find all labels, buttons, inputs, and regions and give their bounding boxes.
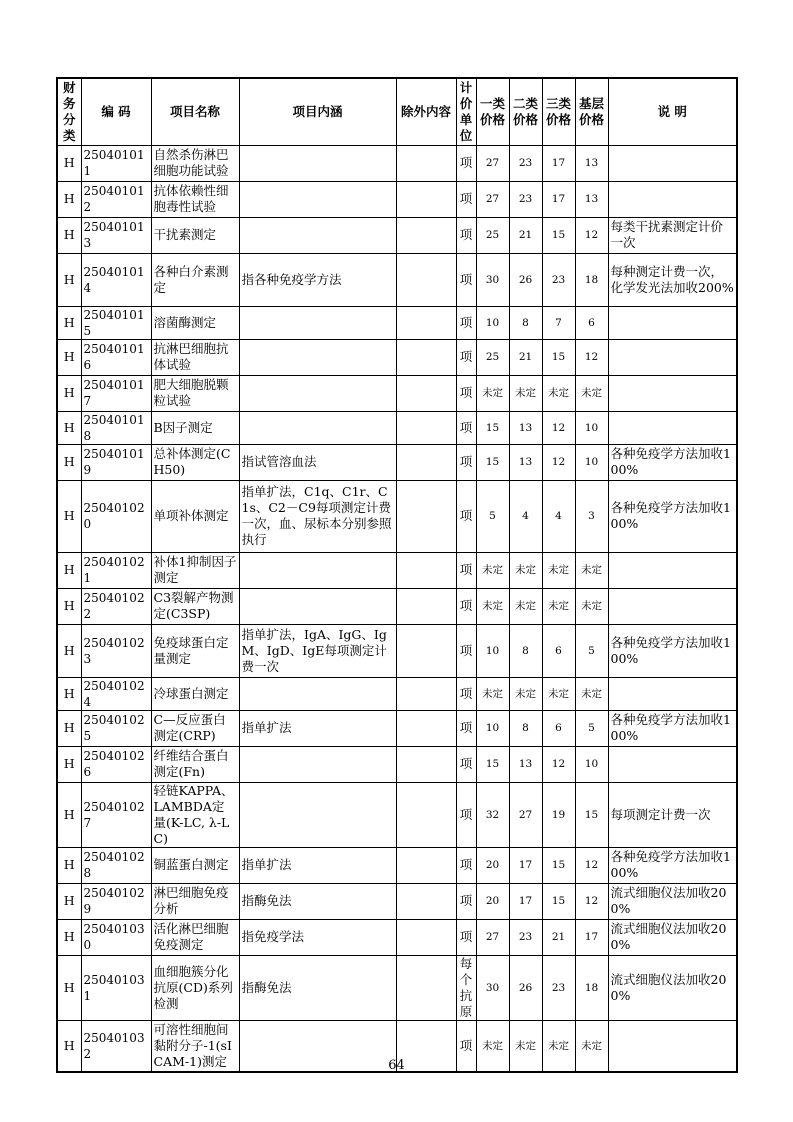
note-cell (608, 588, 737, 624)
table-row (57, 883, 737, 919)
price2-cell: 23 (509, 181, 542, 217)
price-table-container (56, 77, 736, 1073)
note-cell: 各种免疫学方法加收100% (608, 480, 737, 552)
page-number: 64 (388, 1058, 405, 1073)
table-row (57, 588, 737, 624)
item-name-cell: 活化淋巴细胞免疫测定 (151, 919, 239, 955)
note-cell (608, 411, 737, 444)
price-base-cell: 13 (575, 181, 608, 217)
header-category: 财务分类 (57, 78, 81, 145)
exclude-cell (396, 253, 456, 306)
content-cell (239, 677, 396, 710)
unit-cell: 项 (456, 746, 476, 782)
category-cell: H (57, 710, 81, 746)
exclude-cell (396, 588, 456, 624)
category-cell: H (57, 444, 81, 480)
code-cell: 250401012 (81, 181, 151, 217)
item-name-cell: 抗体依赖性细胞毒性试验 (151, 181, 239, 217)
price3-cell: 6 (542, 624, 575, 677)
code-cell: 250401032 (81, 1020, 151, 1072)
content-cell (239, 411, 396, 444)
price3-cell: 17 (542, 145, 575, 181)
price3-cell: 6 (542, 710, 575, 746)
table-row (57, 552, 737, 588)
unit-cell: 项 (456, 217, 476, 253)
note-cell (608, 677, 737, 710)
price-table (56, 77, 738, 1073)
price3-cell: 未定 (542, 552, 575, 588)
unit-cell: 项 (456, 624, 476, 677)
code-cell: 250401021 (81, 552, 151, 588)
code-cell: 250401025 (81, 710, 151, 746)
category-cell: H (57, 624, 81, 677)
item-name-cell: C—反应蛋白测定(CRP) (151, 710, 239, 746)
price1-cell: 25 (476, 339, 509, 375)
note-cell: 每种测定计费一次，化学发光法加收200% (608, 253, 737, 306)
content-cell (239, 145, 396, 181)
exclude-cell (396, 883, 456, 919)
category-cell: H (57, 677, 81, 710)
price-base-cell: 5 (575, 624, 608, 677)
item-name-cell: 各种白介素测定 (151, 253, 239, 306)
item-name-cell: 肥大细胞脱颗粒试验 (151, 375, 239, 411)
price2-cell: 未定 (509, 375, 542, 411)
price3-cell: 17 (542, 181, 575, 217)
unit-cell: 项 (456, 552, 476, 588)
header-price1: 一类价格 (476, 78, 509, 145)
price3-cell: 19 (542, 782, 575, 847)
table-row (57, 339, 737, 375)
table-row (57, 624, 737, 677)
price2-cell: 23 (509, 145, 542, 181)
price3-cell: 12 (542, 444, 575, 480)
content-cell (239, 375, 396, 411)
unit-cell: 项 (456, 588, 476, 624)
category-cell: H (57, 955, 81, 1020)
exclude-cell (396, 919, 456, 955)
item-name-cell: B因子测定 (151, 411, 239, 444)
table-row (57, 782, 737, 847)
code-cell: 250401019 (81, 444, 151, 480)
price2-cell: 13 (509, 746, 542, 782)
exclude-cell (396, 710, 456, 746)
code-cell: 250401031 (81, 955, 151, 1020)
item-name-cell: 单项补体测定 (151, 480, 239, 552)
price-base-cell: 未定 (575, 1020, 608, 1072)
price-base-cell: 15 (575, 782, 608, 847)
price-base-cell: 未定 (575, 552, 608, 588)
table-row (57, 919, 737, 955)
exclude-cell (396, 145, 456, 181)
price1-cell: 10 (476, 306, 509, 339)
code-cell: 250401015 (81, 306, 151, 339)
price-base-cell: 未定 (575, 588, 608, 624)
price3-cell: 未定 (542, 677, 575, 710)
item-name-cell: 冷球蛋白测定 (151, 677, 239, 710)
content-cell: 指酶免法 (239, 883, 396, 919)
code-cell: 250401027 (81, 782, 151, 847)
content-cell (239, 339, 396, 375)
exclude-cell (396, 411, 456, 444)
price1-cell: 27 (476, 145, 509, 181)
unit-cell: 项 (456, 375, 476, 411)
price-base-cell: 12 (575, 883, 608, 919)
item-name-cell: 干扰素测定 (151, 217, 239, 253)
price2-cell: 8 (509, 710, 542, 746)
item-name-cell: 抗淋巴细胞抗体试验 (151, 339, 239, 375)
table-row (57, 847, 737, 883)
price1-cell: 20 (476, 847, 509, 883)
code-cell: 250401020 (81, 480, 151, 552)
price2-cell: 27 (509, 782, 542, 847)
category-cell: H (57, 883, 81, 919)
price3-cell: 15 (542, 883, 575, 919)
exclude-cell (396, 847, 456, 883)
exclude-cell (396, 746, 456, 782)
content-cell (239, 181, 396, 217)
price1-cell: 10 (476, 710, 509, 746)
note-cell (608, 375, 737, 411)
unit-cell: 项 (456, 883, 476, 919)
table-row (57, 253, 737, 306)
price1-cell: 未定 (476, 375, 509, 411)
unit-cell: 项 (456, 677, 476, 710)
price3-cell: 15 (542, 847, 575, 883)
exclude-cell (396, 217, 456, 253)
price-base-cell: 6 (575, 306, 608, 339)
price-base-cell: 5 (575, 710, 608, 746)
price3-cell: 12 (542, 411, 575, 444)
item-name-cell: 血细胞簇分化抗原(CD)系列检测 (151, 955, 239, 1020)
price-base-cell: 18 (575, 253, 608, 306)
content-cell: 指免疫学法 (239, 919, 396, 955)
exclude-cell (396, 181, 456, 217)
code-cell: 250401028 (81, 847, 151, 883)
header-note: 说 明 (608, 78, 737, 145)
price3-cell: 23 (542, 955, 575, 1020)
unit-cell: 项 (456, 1020, 476, 1072)
table-row (57, 145, 737, 181)
price2-cell: 8 (509, 624, 542, 677)
note-cell (608, 145, 737, 181)
price2-cell: 21 (509, 217, 542, 253)
price1-cell: 27 (476, 919, 509, 955)
header-unit: 计价单位 (456, 78, 476, 145)
price2-cell: 26 (509, 253, 542, 306)
content-cell (239, 588, 396, 624)
price1-cell: 25 (476, 217, 509, 253)
header-price2: 二类价格 (509, 78, 542, 145)
item-name-cell: 可溶性细胞间黏附分子-1(sICAM-1)测定 (151, 1020, 239, 1072)
price-base-cell: 12 (575, 847, 608, 883)
category-cell: H (57, 145, 81, 181)
content-cell: 指单扩法，C1q、C1r、C1s、C2－C9每项测定计费一次，血、尿标本分别参照执行 (239, 480, 396, 552)
price-base-cell: 12 (575, 339, 608, 375)
item-name-cell: C3裂解产物测定(C3SP) (151, 588, 239, 624)
price3-cell: 15 (542, 217, 575, 253)
content-cell: 指单扩法 (239, 847, 396, 883)
exclude-cell (396, 306, 456, 339)
table-row (57, 375, 737, 411)
note-cell (608, 339, 737, 375)
price-base-cell: 12 (575, 217, 608, 253)
price3-cell: 15 (542, 339, 575, 375)
price3-cell: 12 (542, 746, 575, 782)
code-cell: 250401018 (81, 411, 151, 444)
price2-cell: 26 (509, 955, 542, 1020)
header-row (57, 78, 737, 145)
item-name-cell: 轻链KAPPA、LAMBDA定量(K-LC, λ-LC) (151, 782, 239, 847)
unit-cell: 项 (456, 710, 476, 746)
unit-cell: 项 (456, 444, 476, 480)
price2-cell: 未定 (509, 552, 542, 588)
category-cell: H (57, 919, 81, 955)
category-cell: H (57, 181, 81, 217)
unit-cell: 每个抗原 (456, 955, 476, 1020)
price1-cell: 15 (476, 746, 509, 782)
exclude-cell (396, 375, 456, 411)
item-name-cell: 铜蓝蛋白测定 (151, 847, 239, 883)
item-name-cell: 总补体测定(CH50) (151, 444, 239, 480)
note-cell: 流式细胞仪法加收200% (608, 919, 737, 955)
note-cell (608, 181, 737, 217)
category-cell: H (57, 782, 81, 847)
unit-cell: 项 (456, 919, 476, 955)
unit-cell: 项 (456, 145, 476, 181)
content-cell (239, 746, 396, 782)
content-cell (239, 552, 396, 588)
note-cell: 各种免疫学方法加收100% (608, 847, 737, 883)
note-cell (608, 306, 737, 339)
price2-cell: 13 (509, 411, 542, 444)
code-cell: 250401014 (81, 253, 151, 306)
price-base-cell: 10 (575, 444, 608, 480)
price1-cell: 32 (476, 782, 509, 847)
category-cell: H (57, 552, 81, 588)
content-cell: 指单扩法 (239, 710, 396, 746)
price1-cell: 30 (476, 253, 509, 306)
note-cell (608, 552, 737, 588)
content-cell: 指酶免法 (239, 955, 396, 1020)
category-cell: H (57, 588, 81, 624)
price3-cell: 未定 (542, 375, 575, 411)
price1-cell: 15 (476, 444, 509, 480)
header-price3: 三类价格 (542, 78, 575, 145)
note-cell: 每类干扰素测定计价一次 (608, 217, 737, 253)
price1-cell: 5 (476, 480, 509, 552)
code-cell: 250401029 (81, 883, 151, 919)
price1-cell: 27 (476, 181, 509, 217)
price-base-cell: 3 (575, 480, 608, 552)
item-name-cell: 纤维结合蛋白测定(Fn) (151, 746, 239, 782)
content-cell: 指试管溶血法 (239, 444, 396, 480)
content-cell (239, 217, 396, 253)
price2-cell: 21 (509, 339, 542, 375)
price2-cell: 13 (509, 444, 542, 480)
table-row (57, 710, 737, 746)
exclude-cell (396, 782, 456, 847)
unit-cell: 项 (456, 411, 476, 444)
price2-cell: 8 (509, 306, 542, 339)
price1-cell: 30 (476, 955, 509, 1020)
code-cell: 250401011 (81, 145, 151, 181)
unit-cell: 项 (456, 339, 476, 375)
item-name-cell: 补体1抑制因子测定 (151, 552, 239, 588)
note-cell: 各种免疫学方法加收100% (608, 710, 737, 746)
table-row (57, 306, 737, 339)
category-cell: H (57, 306, 81, 339)
note-cell (608, 746, 737, 782)
note-cell: 流式细胞仪法加收200% (608, 883, 737, 919)
price-base-cell: 18 (575, 955, 608, 1020)
header-code: 编 码 (81, 78, 151, 145)
category-cell: H (57, 480, 81, 552)
exclude-cell (396, 480, 456, 552)
code-cell: 250401022 (81, 588, 151, 624)
price3-cell: 未定 (542, 1020, 575, 1072)
item-name-cell: 免疫球蛋白定量测定 (151, 624, 239, 677)
table-row (57, 955, 737, 1020)
price2-cell: 17 (509, 847, 542, 883)
table-row (57, 444, 737, 480)
code-cell: 250401013 (81, 217, 151, 253)
unit-cell: 项 (456, 253, 476, 306)
price1-cell: 20 (476, 883, 509, 919)
price2-cell: 未定 (509, 1020, 542, 1072)
category-cell: H (57, 253, 81, 306)
price2-cell: 23 (509, 919, 542, 955)
category-cell: H (57, 217, 81, 253)
item-name-cell: 溶菌酶测定 (151, 306, 239, 339)
price2-cell: 未定 (509, 677, 542, 710)
table-row (57, 181, 737, 217)
table-row (57, 480, 737, 552)
price3-cell: 未定 (542, 588, 575, 624)
note-cell: 每项测定计费一次 (608, 782, 737, 847)
price-base-cell: 10 (575, 411, 608, 444)
price3-cell: 7 (542, 306, 575, 339)
price-base-cell: 未定 (575, 677, 608, 710)
price1-cell: 未定 (476, 677, 509, 710)
header-exclude: 除外内容 (396, 78, 456, 145)
header-price-base: 基层价格 (575, 78, 608, 145)
header-name: 项目名称 (151, 78, 239, 145)
category-cell: H (57, 375, 81, 411)
content-cell: 指单扩法，IgA、IgG、IgM、IgD、IgE每项测定计费一次 (239, 624, 396, 677)
note-cell: 流式细胞仪法加收200% (608, 955, 737, 1020)
code-cell: 250401017 (81, 375, 151, 411)
category-cell: H (57, 411, 81, 444)
unit-cell: 项 (456, 782, 476, 847)
price3-cell: 21 (542, 919, 575, 955)
unit-cell: 项 (456, 181, 476, 217)
price2-cell: 未定 (509, 588, 542, 624)
content-cell: 指各种免疫学方法 (239, 253, 396, 306)
content-cell (239, 782, 396, 847)
table-row (57, 217, 737, 253)
price2-cell: 17 (509, 883, 542, 919)
price1-cell: 10 (476, 624, 509, 677)
category-cell: H (57, 847, 81, 883)
item-name-cell: 淋巴细胞免疫分析 (151, 883, 239, 919)
note-cell: 各种免疫学方法加收100% (608, 624, 737, 677)
exclude-cell (396, 955, 456, 1020)
exclude-cell (396, 677, 456, 710)
content-cell (239, 306, 396, 339)
price1-cell: 未定 (476, 552, 509, 588)
category-cell: H (57, 1020, 81, 1072)
unit-cell: 项 (456, 847, 476, 883)
category-cell: H (57, 746, 81, 782)
table-row (57, 677, 737, 710)
code-cell: 250401023 (81, 624, 151, 677)
price2-cell: 4 (509, 480, 542, 552)
price-base-cell: 17 (575, 919, 608, 955)
category-cell: H (57, 339, 81, 375)
table-row (57, 411, 737, 444)
item-name-cell: 自然杀伤淋巴细胞功能试验 (151, 145, 239, 181)
code-cell: 250401026 (81, 746, 151, 782)
price1-cell: 未定 (476, 588, 509, 624)
exclude-cell (396, 444, 456, 480)
exclude-cell (396, 624, 456, 677)
code-cell: 250401016 (81, 339, 151, 375)
price3-cell: 23 (542, 253, 575, 306)
price-base-cell: 10 (575, 746, 608, 782)
exclude-cell (396, 552, 456, 588)
header-content: 项目内涵 (239, 78, 396, 145)
table-row (57, 746, 737, 782)
price-base-cell: 13 (575, 145, 608, 181)
note-cell: 各种免疫学方法加收100% (608, 444, 737, 480)
price-base-cell: 未定 (575, 375, 608, 411)
code-cell: 250401030 (81, 919, 151, 955)
price3-cell: 4 (542, 480, 575, 552)
exclude-cell (396, 339, 456, 375)
price1-cell: 15 (476, 411, 509, 444)
unit-cell: 项 (456, 306, 476, 339)
code-cell: 250401024 (81, 677, 151, 710)
price1-cell: 未定 (476, 1020, 509, 1072)
unit-cell: 项 (456, 480, 476, 552)
